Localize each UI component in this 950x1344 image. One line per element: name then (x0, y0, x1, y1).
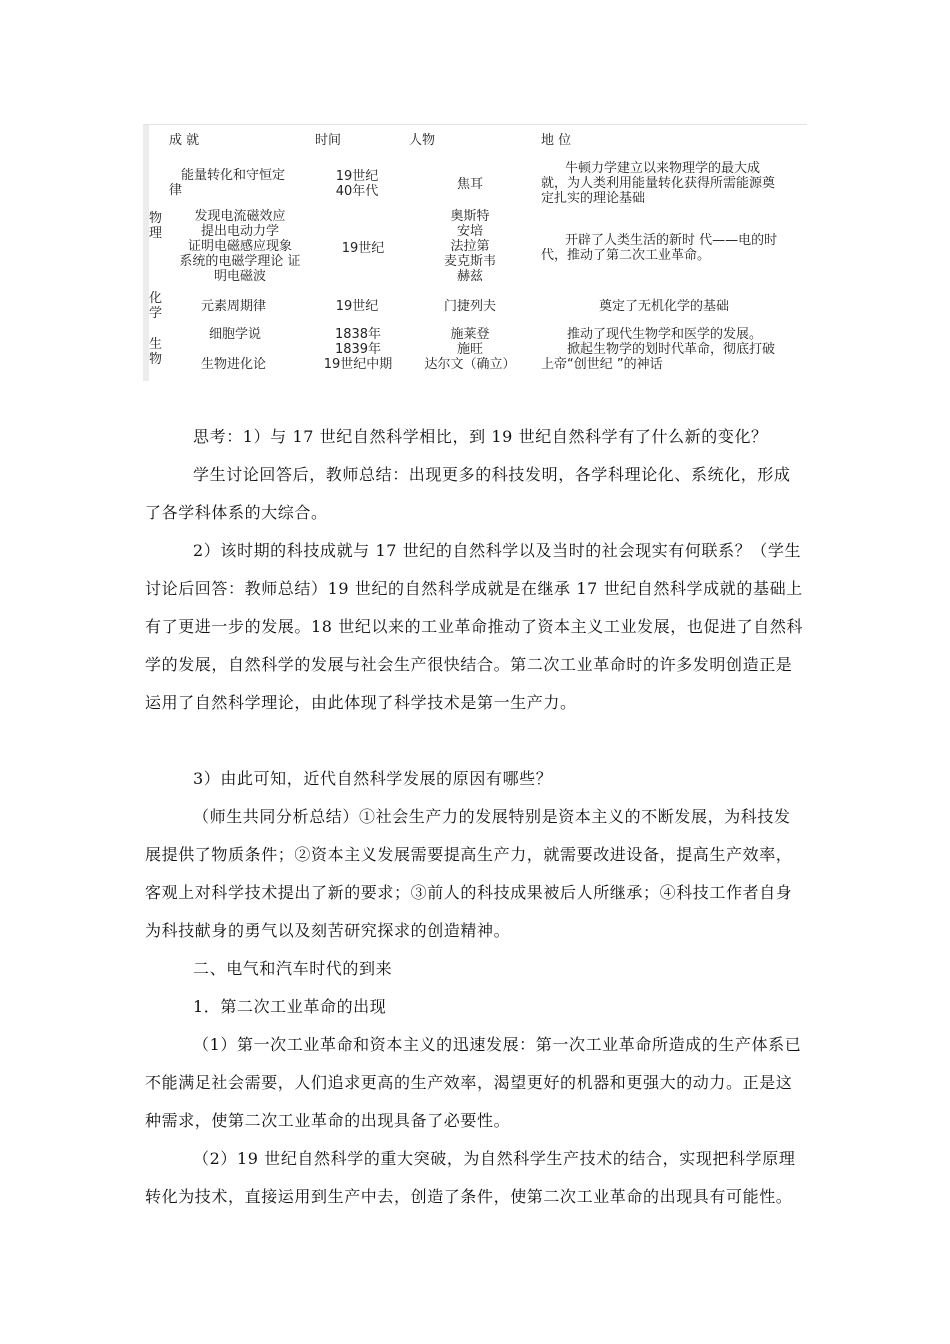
text-line: 19世纪 (335, 169, 379, 184)
paragraph-answer-1: 学生讨论回答后，教师总结：出现更多的科技发明，各学科理论化、系统化，形成了各学科体系的大综合。 (145, 465, 791, 522)
chemistry-time: 19世纪 (335, 299, 379, 314)
text-line: 1839年 (334, 342, 382, 357)
text-line: 牛顿力学建立以来物理学的最大成 (565, 161, 761, 176)
header-achievement: 成 就 (169, 133, 200, 148)
physics-row1-time (329, 169, 385, 199)
text-line: 能量转化和守恒定 (181, 168, 286, 183)
achievements-table-image (143, 124, 807, 381)
text-line: 奥斯特 (450, 209, 490, 224)
text-line: 证明电磁感应现象 (187, 239, 292, 254)
category-char: 物 (149, 352, 163, 367)
paragraph-question-1: 思考：1）与 17 世纪自然科学相比，到 19 世纪自然科学有了什么新的变化？ (193, 427, 768, 446)
physics-row2-status (541, 233, 777, 263)
text-line: 明电磁波 (213, 269, 266, 284)
text-line: 开辟了人类生活的新时 代——电的时 (565, 233, 778, 248)
text-line: 施旺 (456, 342, 483, 357)
text-line: 系统的电磁学理论 证 (179, 254, 301, 269)
text-line: 定扎实的理论基础 (541, 191, 646, 206)
header-person: 人物 (409, 133, 436, 148)
text-line: 细胞学说 (209, 327, 262, 342)
chemistry-status: 奠定了无机化学的基础 (599, 299, 730, 314)
biology-time (313, 327, 403, 372)
text-line: 达尔文（确立） (424, 357, 516, 372)
physics-row2-person (433, 209, 507, 284)
text-line: 掀起生物学的划时代革命，彻底打破 (567, 342, 776, 357)
subsection-heading: 1．第二次工业革命的出现 (193, 997, 387, 1016)
category-char: 理 (149, 226, 163, 241)
text-line: 19世纪中期 (323, 357, 393, 372)
category-chemistry (149, 291, 162, 321)
text-line: 施莱登 (450, 327, 490, 342)
text-line: 提出电动力学 (200, 224, 279, 239)
text-line: 40年代 (335, 184, 379, 199)
paragraph-question-2: 2）该时期的科技成就与 17 世纪的自然科学以及当时的社会现实有何联系？（学生讨论后回答：教师总结）19 世纪的自然科学成就是在继承 17 世纪自然科学成就的基础上有了更进一步的发展。18 世纪以来的工业革命推动了资本主义工业发展，也促进了自然科学的发展，自然科学的发展与社会生产很快结合。第二次工业革命时的许多发明创造正是运用了自然科学理论，由此体现了科学技术是第一生产力。 (145, 541, 804, 712)
chemistry-achievement: 元素周期律 (201, 299, 267, 314)
category-char: 生 (149, 337, 163, 352)
text-line: 安培 (456, 224, 483, 239)
text-line: 生物进化论 (201, 357, 267, 372)
header-status: 地 位 (541, 133, 572, 148)
physics-row1-achievement (169, 168, 285, 198)
section-heading: 二、电气和汽车时代的到来 (193, 959, 393, 978)
text-line: 发现电流磁效应 (194, 209, 286, 224)
biology-status (541, 327, 775, 372)
paragraph-answer-3: （师生共同分析总结）①社会生产力的发展特别是资本主义的不断发展，为科技发展提供了物质条件；②资本主义发展需要提高生产力，就需要改进设备，提高生产效率，客观上对科学技术提出了新的要求；③前人的科技成果被后人所继承；④科技工作者自身为科技献身的勇气以及刻苦研究探求的创造精神。 (145, 807, 793, 940)
text-line: 1838年 (334, 327, 382, 342)
physics-row1-status (541, 161, 775, 206)
category-char: 物 (149, 211, 163, 226)
category-char: 化 (149, 291, 163, 306)
physics-row2-achievement (165, 209, 315, 284)
biology-achievement (201, 327, 266, 372)
physics-row2-time: 19世纪 (341, 241, 385, 256)
text-line: 就，为人类利用能量转化获得所需能源奠 (541, 176, 776, 191)
text-line: 法拉第 (450, 239, 490, 254)
header-time: 时间 (315, 133, 342, 148)
text-line: 上帝“创世纪 ”的神话 (541, 357, 663, 372)
text-line: 赫兹 (456, 269, 483, 284)
text-line: 代，推动了第二次工业革命。 (541, 248, 711, 263)
text-line: 推动了现代生物学和医学的发展。 (567, 327, 763, 342)
paragraph-question-3: 3）由此可知，近代自然科学发展的原因有哪些？ (193, 769, 553, 788)
biology-person (415, 327, 525, 372)
category-char: 学 (149, 306, 163, 321)
text-line: 律 (169, 183, 183, 198)
chemistry-person: 门捷列夫 (443, 299, 496, 314)
paragraph-point-2: （2）19 世纪自然科学的重大突破，为自然科学生产技术的结合，实现把科学原理转化为技术，直接运用到生产中去，创造了条件，使第二次工业革命的出现具有可能性。 (145, 1149, 796, 1206)
category-physics (149, 211, 162, 241)
physics-row1-person: 焦耳 (456, 177, 483, 192)
text-line: 麦克斯韦 (443, 254, 496, 269)
paragraph-point-1: （1）第一次工业革命和资本主义的迅速发展：第一次工业革命所造成的生产体系已不能满足社会需要，人们追求更高的生产效率，渴望更好的机器和更强大的动力。正是这种需求，使第二次工业革命的出现具备了必要性。 (145, 1035, 802, 1130)
category-biology (149, 337, 162, 367)
